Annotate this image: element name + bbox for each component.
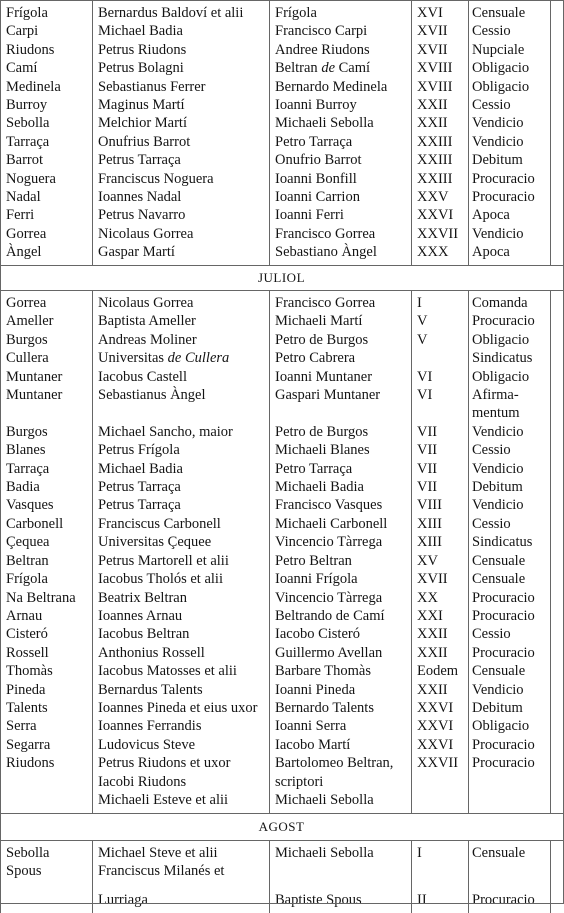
surname-cell: Sebolla: [1, 840, 93, 862]
recipient-cell: Ioanni Carrion: [270, 188, 412, 206]
surname-cell: Ferri: [1, 206, 93, 224]
day-cell: [412, 791, 469, 813]
act-type-cell: Debitum: [469, 699, 551, 717]
day-cell: XVII: [412, 41, 469, 59]
register-row: [1, 290, 551, 312]
grantor-cell: Michael Badia: [93, 460, 270, 478]
day-cell: [412, 773, 469, 791]
day-cell: [412, 404, 469, 422]
register-row: [1, 496, 551, 514]
register-row: [1, 533, 551, 551]
recipient-cell: Francisco Gorrea: [270, 225, 412, 243]
recipient-cell: Ioanni Frígola: [270, 570, 412, 588]
grantor-cell: Ioannes Nadal: [93, 188, 270, 206]
register-row: [1, 644, 551, 662]
surname-cell: Cullera: [1, 349, 93, 367]
day-cell: XXVI: [412, 699, 469, 717]
recipient-cell: Bartolomeo Beltran,: [270, 754, 412, 772]
act-type-cell: Censuale: [469, 840, 551, 862]
grantor-cell: Iacobus Castell: [93, 368, 270, 386]
grantor-cell: Beatrix Beltran: [93, 589, 270, 607]
register-row: [1, 78, 551, 96]
register-row: [1, 791, 551, 813]
recipient-cell: Frígola: [270, 0, 412, 22]
register-row: [1, 368, 551, 386]
day-cell: I: [412, 840, 469, 862]
surname-cell: Na Beltrana: [1, 589, 93, 607]
recipient-cell: Ioanni Ferri: [270, 206, 412, 224]
register-row: [1, 0, 551, 22]
register-row: [1, 225, 551, 243]
grantor-cell: Ioannes Arnau: [93, 607, 270, 625]
surname-cell: Thomàs: [1, 662, 93, 680]
surname-cell: Frígola: [1, 570, 93, 588]
recipient-cell: Francisco Gorrea: [270, 290, 412, 312]
surname-cell: Noguera: [1, 170, 93, 188]
recipient-cell: Bernardo Talents: [270, 699, 412, 717]
register-row: [1, 349, 551, 367]
recipient-cell: Iacobo Martí: [270, 736, 412, 754]
surname-cell: Muntaner: [1, 368, 93, 386]
grantor-cell: Sebastianus Àngel: [93, 386, 270, 404]
recipient-cell: Ioanni Pineda: [270, 681, 412, 699]
recipient-cell: Petro Beltran: [270, 552, 412, 570]
register-row: [1, 607, 551, 625]
grantor-cell: Onufrius Barrot: [93, 133, 270, 151]
day-cell: XVII: [412, 570, 469, 588]
surname-cell: Çequea: [1, 533, 93, 551]
register-row: [1, 625, 551, 643]
grantor-cell: Ioannes Pineda et eius uxor: [93, 699, 270, 717]
register-row: [1, 206, 551, 224]
register-row: [1, 441, 551, 459]
day-cell: XXIII: [412, 133, 469, 151]
act-type-cell: Procuracio: [469, 607, 551, 625]
act-type-cell: Obligacio: [469, 59, 551, 77]
register-row: [1, 589, 551, 607]
surname-cell: Cisteró: [1, 625, 93, 643]
recipient-cell: Beltran de Camí: [270, 59, 412, 77]
grantor-cell: Baptista Ameller: [93, 312, 270, 330]
register-row: [1, 754, 551, 772]
surname-cell: Carpi: [1, 22, 93, 40]
grantor-cell: Michael Steve et alii: [93, 840, 270, 862]
surname-cell: [1, 881, 93, 913]
recipient-cell: Michaeli Sebolla: [270, 114, 412, 132]
recipient-cell: Petro de Burgos: [270, 331, 412, 349]
register-row: [1, 717, 551, 735]
day-cell: XVI: [412, 0, 469, 22]
grantor-cell: Iacobi Riudons: [93, 773, 270, 791]
register-row: [1, 386, 551, 404]
day-cell: Eodem: [412, 662, 469, 680]
grantor-cell: Petrus Tarraça: [93, 496, 270, 514]
recipient-cell: [270, 862, 412, 880]
surname-cell: Nadal: [1, 188, 93, 206]
day-cell: [412, 862, 469, 880]
act-type-cell: Sindicatus: [469, 533, 551, 551]
grantor-cell: Petrus Bolagni: [93, 59, 270, 77]
day-cell: XXII: [412, 96, 469, 114]
surname-cell: Riudons: [1, 41, 93, 59]
grantor-cell: Iacobus Beltran: [93, 625, 270, 643]
recipient-cell: Ioanni Bonfill: [270, 170, 412, 188]
surname-cell: Gorrea: [1, 225, 93, 243]
act-type-cell: [469, 773, 551, 791]
register-row: [1, 552, 551, 570]
surname-cell: Talents: [1, 699, 93, 717]
recipient-cell: Michaeli Badia: [270, 478, 412, 496]
surname-cell: Beltran: [1, 552, 93, 570]
grantor-cell: Nicolaus Gorrea: [93, 290, 270, 312]
recipient-cell: Petro de Burgos: [270, 423, 412, 441]
grantor-cell: Petrus Tarraça: [93, 151, 270, 169]
surname-cell: Badia: [1, 478, 93, 496]
act-type-cell: Afirma-: [469, 386, 551, 404]
recipient-cell: Michaeli Sebolla: [270, 840, 412, 862]
act-type-cell: Vendicio: [469, 133, 551, 151]
surname-cell: Riudons: [1, 754, 93, 772]
surname-cell: [1, 404, 93, 422]
recipient-cell: Iacobo Cisteró: [270, 625, 412, 643]
register-row: [1, 840, 551, 862]
act-type-cell: Sindicatus: [469, 349, 551, 367]
recipient-cell: Vincencio Tàrrega: [270, 589, 412, 607]
grantor-cell: Ludovicus Steve: [93, 736, 270, 754]
register-row: [1, 681, 551, 699]
grantor-cell: Iacobus Matosses et alii: [93, 662, 270, 680]
act-type-cell: Comanda: [469, 290, 551, 312]
act-type-cell: Cessio: [469, 441, 551, 459]
register-row: [1, 22, 551, 40]
day-cell: XXVII: [412, 754, 469, 772]
register-row: [1, 243, 551, 265]
grantor-cell: Andreas Moliner: [93, 331, 270, 349]
grantor-cell: Franciscus Milanés et: [93, 862, 270, 880]
surname-cell: Àngel: [1, 243, 93, 265]
act-type-cell: Vendicio: [469, 114, 551, 132]
register-row: [1, 312, 551, 330]
grantor-cell: Anthonius Rossell: [93, 644, 270, 662]
register-row: [1, 570, 551, 588]
surname-cell: Rossell: [1, 644, 93, 662]
day-cell: XXII: [412, 681, 469, 699]
recipient-cell: Ioanni Serra: [270, 717, 412, 735]
act-type-cell: Procuracio: [469, 170, 551, 188]
recipient-cell: Andree Riudons: [270, 41, 412, 59]
surname-cell: Burgos: [1, 331, 93, 349]
act-type-cell: Nupciale: [469, 41, 551, 59]
day-cell: XXVII: [412, 225, 469, 243]
surname-cell: Tarraça: [1, 460, 93, 478]
act-type-cell: Censuale: [469, 662, 551, 680]
day-cell: XIII: [412, 515, 469, 533]
recipient-cell: Petro Cabrera: [270, 349, 412, 367]
recipient-cell: Baptiste Spous: [270, 881, 412, 913]
register-row: [1, 41, 551, 59]
day-cell: I: [412, 290, 469, 312]
act-type-cell: [469, 791, 551, 813]
surname-cell: Gorrea: [1, 290, 93, 312]
register-row: [1, 881, 551, 913]
day-cell: XXV: [412, 188, 469, 206]
recipient-cell: [270, 404, 412, 422]
grantor-cell: Petrus Navarro: [93, 206, 270, 224]
act-type-cell: Vendicio: [469, 423, 551, 441]
day-cell: VII: [412, 441, 469, 459]
day-cell: V: [412, 312, 469, 330]
act-type-cell: Vendicio: [469, 681, 551, 699]
recipient-cell: Onufrio Barrot: [270, 151, 412, 169]
day-cell: XXI: [412, 607, 469, 625]
register-row: [1, 404, 551, 422]
grantor-cell: Melchior Martí: [93, 114, 270, 132]
register-row: [1, 170, 551, 188]
grantor-cell: Petrus Riudons et uxor: [93, 754, 270, 772]
act-type-cell: mentum: [469, 404, 551, 422]
recipient-cell: Barbare Thomàs: [270, 662, 412, 680]
grantor-cell: [93, 404, 270, 422]
act-type-cell: Cessio: [469, 625, 551, 643]
register-row: [1, 188, 551, 206]
register-row: [1, 96, 551, 114]
surname-cell: Carbonell: [1, 515, 93, 533]
grantor-cell: Petrus Martorell et alii: [93, 552, 270, 570]
surname-cell: Barrot: [1, 151, 93, 169]
act-type-cell: Vendicio: [469, 496, 551, 514]
day-cell: VIII: [412, 496, 469, 514]
surname-cell: Frígola: [1, 0, 93, 22]
surname-cell: Camí: [1, 59, 93, 77]
register-table-juliol: [0, 290, 551, 813]
act-type-cell: Obligacio: [469, 78, 551, 96]
recipient-cell: Sebastiano Àngel: [270, 243, 412, 265]
recipient-cell: Petro Tarraça: [270, 133, 412, 151]
act-type-cell: Apoca: [469, 206, 551, 224]
register-row: [1, 515, 551, 533]
day-cell: VI: [412, 368, 469, 386]
recipient-cell: Michaeli Carbonell: [270, 515, 412, 533]
register-row: [1, 331, 551, 349]
register-row: [1, 478, 551, 496]
surname-cell: Medinela: [1, 78, 93, 96]
grantor-cell: Gaspar Martí: [93, 243, 270, 265]
day-cell: XIII: [412, 533, 469, 551]
grantor-cell: Franciscus Noguera: [93, 170, 270, 188]
act-type-cell: Cessio: [469, 96, 551, 114]
recipient-cell: Gaspari Muntaner: [270, 386, 412, 404]
act-type-cell: Obligacio: [469, 331, 551, 349]
recipient-cell: Vincencio Tàrrega: [270, 533, 412, 551]
surname-cell: Sebolla: [1, 114, 93, 132]
act-type-cell: [469, 862, 551, 880]
day-cell: XVII: [412, 22, 469, 40]
surname-cell: [1, 791, 93, 813]
day-cell: XV: [412, 552, 469, 570]
recipient-cell: Beltrando de Camí: [270, 607, 412, 625]
day-cell: XXVI: [412, 717, 469, 735]
recipient-cell: Francisco Carpi: [270, 22, 412, 40]
recipient-cell: Michaeli Sebolla: [270, 791, 412, 813]
act-type-cell: Censuale: [469, 570, 551, 588]
day-cell: XXVI: [412, 736, 469, 754]
grantor-cell: Michael Badia: [93, 22, 270, 40]
register-row: [1, 862, 551, 880]
day-cell: XXII: [412, 114, 469, 132]
act-type-cell: Cessio: [469, 515, 551, 533]
day-cell: XXIII: [412, 170, 469, 188]
act-type-cell: Censuale: [469, 552, 551, 570]
recipient-cell: Guillermo Avellan: [270, 644, 412, 662]
register-row: [1, 460, 551, 478]
grantor-cell: Michael Sancho, maior: [93, 423, 270, 441]
grantor-cell: Maginus Martí: [93, 96, 270, 114]
surname-cell: Burroy: [1, 96, 93, 114]
recipient-cell: Ioanni Burroy: [270, 96, 412, 114]
register-row: [1, 662, 551, 680]
day-cell: V: [412, 331, 469, 349]
grantor-cell: Universitas de Cullera: [93, 349, 270, 367]
recipient-cell: Michaeli Blanes: [270, 441, 412, 459]
grantor-cell: Lurriaga: [93, 881, 270, 913]
day-cell: XXII: [412, 644, 469, 662]
surname-cell: Arnau: [1, 607, 93, 625]
register-row: [1, 133, 551, 151]
act-type-cell: Obligacio: [469, 368, 551, 386]
day-cell: VII: [412, 423, 469, 441]
act-type-cell: Cessio: [469, 22, 551, 40]
day-cell: XVIII: [412, 78, 469, 96]
surname-cell: Spous: [1, 862, 93, 880]
grantor-cell: Universitas Çequee: [93, 533, 270, 551]
day-cell: XXII: [412, 625, 469, 643]
recipient-cell: Petro Tarraça: [270, 460, 412, 478]
day-cell: XX: [412, 589, 469, 607]
register-row: [1, 773, 551, 791]
day-cell: II: [412, 881, 469, 913]
act-type-cell: Procuracio: [469, 312, 551, 330]
register-row: [1, 736, 551, 754]
register-row: [1, 59, 551, 77]
grantor-cell: Petrus Frígola: [93, 441, 270, 459]
recipient-cell: Bernardo Medinela: [270, 78, 412, 96]
surname-cell: Ameller: [1, 312, 93, 330]
act-type-cell: Procuracio: [469, 736, 551, 754]
grantor-cell: Ioannes Ferrandis: [93, 717, 270, 735]
recipient-cell: scriptori: [270, 773, 412, 791]
day-cell: XXX: [412, 243, 469, 265]
recipient-cell: Ioanni Muntaner: [270, 368, 412, 386]
surname-cell: Tarraça: [1, 133, 93, 151]
day-cell: XXVI: [412, 206, 469, 224]
act-type-cell: Procuracio: [469, 754, 551, 772]
act-type-cell: Debitum: [469, 151, 551, 169]
grantor-cell: Bernardus Baldoví et alii: [93, 0, 270, 22]
act-type-cell: Vendicio: [469, 460, 551, 478]
act-type-cell: Debitum: [469, 478, 551, 496]
act-type-cell: Apoca: [469, 243, 551, 265]
day-cell: [412, 349, 469, 367]
grantor-cell: Franciscus Carbonell: [93, 515, 270, 533]
register-row: [1, 699, 551, 717]
day-cell: VII: [412, 460, 469, 478]
day-cell: XVIII: [412, 59, 469, 77]
surname-cell: Muntaner: [1, 386, 93, 404]
act-type-cell: Procuracio: [469, 188, 551, 206]
act-type-cell: Procuracio: [469, 644, 551, 662]
register-table-agost: [0, 840, 551, 913]
surname-cell: [1, 773, 93, 791]
act-type-cell: Procuracio: [469, 881, 551, 913]
grantor-cell: Iacobus Tholós et alii: [93, 570, 270, 588]
surname-cell: Vasques: [1, 496, 93, 514]
grantor-cell: Nicolaus Gorrea: [93, 225, 270, 243]
surname-cell: Pineda: [1, 681, 93, 699]
month-heading-agost: AGOST: [0, 813, 563, 841]
grantor-cell: Sebastianus Ferrer: [93, 78, 270, 96]
day-cell: VII: [412, 478, 469, 496]
recipient-cell: Francisco Vasques: [270, 496, 412, 514]
surname-cell: Serra: [1, 717, 93, 735]
grantor-cell: Petrus Riudons: [93, 41, 270, 59]
surname-cell: Burgos: [1, 423, 93, 441]
day-cell: XXIII: [412, 151, 469, 169]
day-cell: VI: [412, 386, 469, 404]
register-row: [1, 114, 551, 132]
recipient-cell: Michaeli Martí: [270, 312, 412, 330]
act-type-cell: Censuale: [469, 0, 551, 22]
month-heading-juliol: JULIOL: [0, 265, 563, 291]
act-type-cell: Vendicio: [469, 225, 551, 243]
grantor-cell: Bernardus Talents: [93, 681, 270, 699]
surname-cell: Segarra: [1, 736, 93, 754]
grantor-cell: Petrus Tarraça: [93, 478, 270, 496]
register-row: [1, 151, 551, 169]
surname-cell: Blanes: [1, 441, 93, 459]
grantor-cell: Michaeli Esteve et alii: [93, 791, 270, 813]
register-table-june: [0, 0, 551, 266]
act-type-cell: Obligacio: [469, 717, 551, 735]
register-row: [1, 423, 551, 441]
act-type-cell: Procuracio: [469, 589, 551, 607]
